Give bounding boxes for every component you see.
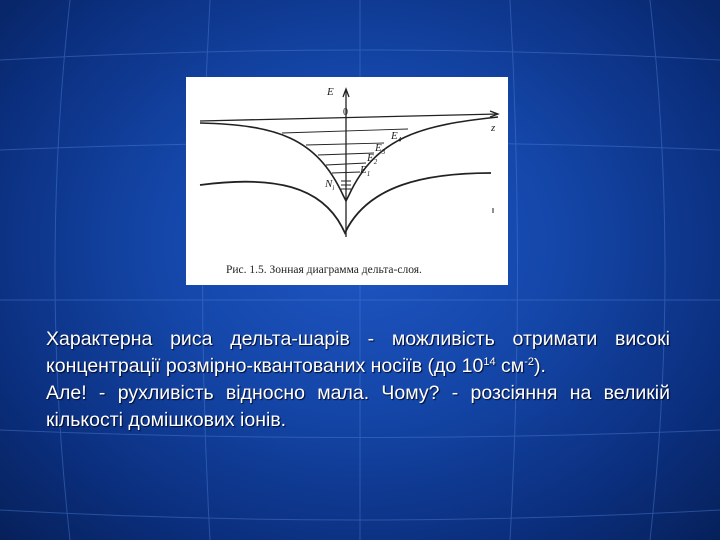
zero-label: 0 [343, 107, 348, 118]
paragraph-delta-layer-feature: Характерна риса дельта-шарів - можливість отримати високі концентрації розмірно-квантованих носіїв (до $10^{14}$ $см^{-2}$). [46, 328, 670, 377]
energy-axis-label: E [327, 86, 334, 98]
level-e4-label: $E_4$ [391, 130, 402, 144]
slide-body-text [46, 326, 670, 434]
band-diagram-figure [186, 77, 508, 285]
donor-label: $N_i$ [325, 178, 335, 192]
z-axis [200, 114, 498, 121]
conduction-band-curve [200, 117, 498, 201]
level-e2-label: $E_2$ [367, 152, 378, 166]
paragraph-mobility: Але! - рухливість відносно мала. Чому? - розсіяння на великій кількості домішкових іонів. [46, 382, 670, 431]
figure-caption: Рис. 1.5. Зонная диаграмма дельта-слоя. [226, 264, 422, 276]
level-e3-label: $E_3$ [375, 142, 386, 156]
level-e0-line [332, 172, 360, 173]
level-e1-label: $E_1$ [360, 164, 371, 178]
level-e3-line [306, 143, 384, 145]
level-e4-line [282, 129, 408, 133]
z-axis-label: z [491, 122, 496, 134]
